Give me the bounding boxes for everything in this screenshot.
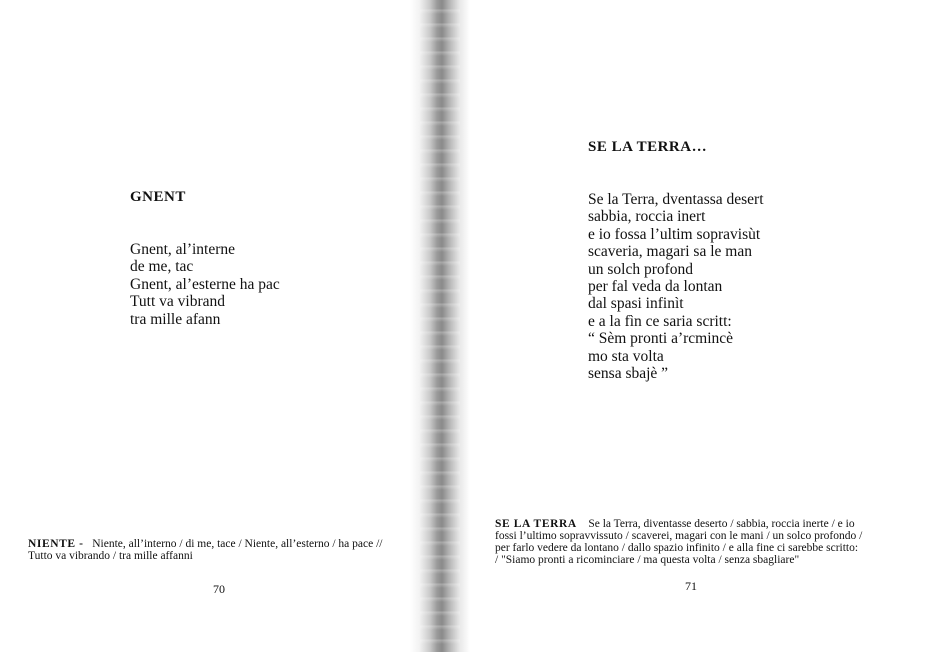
right-poem-line: per fal veda da lontan: [588, 278, 723, 296]
left-poem-title: GNENT: [130, 189, 186, 205]
right-translation-note: [495, 518, 862, 566]
right-poem-line: mo sta volta: [588, 347, 664, 365]
left-poem-body: [130, 241, 280, 328]
book-gutter-texture: [420, 0, 460, 652]
right-poem-line: dal spasi infinìt: [588, 295, 684, 313]
right-translation-line: / "Siamo pronti a ricominciare / ma questa volta / senza sbagliare": [495, 554, 800, 566]
left-translation-line: Niente, all’interno / di me, tace / Niente, all’esterno / ha pace //: [92, 538, 383, 550]
left-page: [0, 0, 420, 652]
right-poem-line: sensa sbajè ”: [588, 365, 669, 383]
left-poem-line: Tutt va vibrand: [130, 293, 226, 311]
right-poem-body: [588, 191, 764, 382]
left-translation-line: Tutto va vibrando / tra mille affanni: [28, 550, 193, 562]
right-poem-line: e io fossa l’ultim sopravisùt: [588, 225, 761, 243]
left-page-number: 70: [213, 582, 225, 596]
right-page-number: 71: [685, 579, 697, 593]
left-translation-note: [28, 538, 383, 562]
right-poem-title: SE LA TERRA…: [588, 139, 708, 155]
left-poem-line: tra mille afann: [130, 310, 221, 328]
left-poem-line: de me, tac: [130, 258, 194, 276]
right-poem-line: “ Sèm pronti a’rcmincè: [588, 330, 734, 348]
right-poem-line: un solch profond: [588, 260, 694, 278]
right-poem-line: scaveria, magari sa le man: [588, 243, 752, 261]
right-translation-title: SE LA TERRA: [495, 518, 577, 530]
right-poem-line: e a la fìn ce saria scritt:: [588, 312, 732, 330]
left-poem-line: Gnent, al’interne: [130, 241, 236, 258]
right-page: [480, 0, 945, 652]
right-translation-line: fossi l’ultimo sopravvissuto / scaverei, magari con le mani / un solco profondo /: [495, 530, 863, 542]
right-translation-line: per farlo vedere da lontano / dallo spazio infinito / e alla fine ci sarebbe scritto:: [495, 542, 859, 554]
left-translation-title: NIENTE -: [28, 538, 84, 550]
right-poem-line: sabbia, roccia inert: [588, 208, 706, 226]
right-translation-line: Se la Terra, diventasse deserto / sabbia, roccia inerte / e io: [588, 518, 855, 530]
left-poem-line: Gnent, al’esterne ha pac: [130, 275, 280, 293]
right-poem-line: Se la Terra, dventassa desert: [588, 191, 764, 208]
